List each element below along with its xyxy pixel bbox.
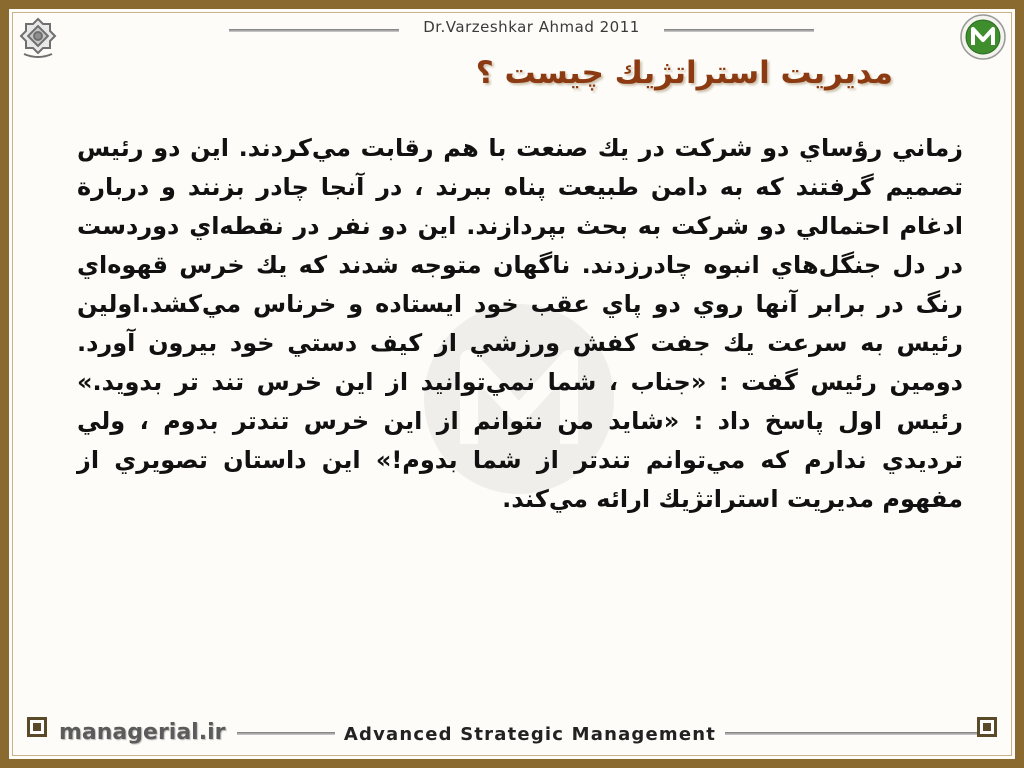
footer-course-title: Advanced Strategic Management [343, 724, 717, 745]
m-logo-icon [959, 13, 1007, 61]
header-author: Dr.Varzeshkar Ahmad 2011 [423, 18, 640, 36]
body-paragraph: زماني رؤساي دو شركت در يك صنعت با هم رقابت مي‌كردند. اين دو رئيس تصميم گرفتند كه به دامن طبيعت پناه ببرند ، در آنجا چادر بزنند و دربارة ادغام احتمالي دو شركت به بحث بپردازند. اين دو نفر در نقطه‌اي دوردست در دل جنگل‌هاي انبوه چادرزدند. ناگهان متوجه شدند كه يك خرس قهوه‌اي رنگ در برابر آنها روي دو پاي عقب خود ايستاده و خرناس مي‌كشد.اولين رئيس به سرعت يك جفت كفش ورزشي از كيف دستي خود بيرون آورد. دومين رئيس گفت : «جناب ، شما نمي‌توانيد از اين خرس تند تر بدويد.» رئيس اول پاسخ داد : «شايد من نتوانم از اين خرس تندتر بدوم ، ولي ترديدي ندارم كه مي‌توانم تندتر از شما بدوم!» اين داستان تصويري از مفهوم مديريت استراتژيك ارائه مي‌كند. [77, 134, 963, 513]
header-rule-right [664, 29, 814, 32]
slide-title: مديريت استراتژيك چيست ؟ [475, 55, 893, 91]
footer-square-left-icon [27, 717, 47, 737]
university-emblem-icon [16, 16, 60, 60]
footer-square-right-icon [977, 717, 997, 737]
header-rule-left [229, 29, 399, 32]
footer-rule-left [237, 732, 335, 735]
footer-site: managerial.ir [59, 720, 226, 745]
footer-rule-right [725, 732, 981, 735]
